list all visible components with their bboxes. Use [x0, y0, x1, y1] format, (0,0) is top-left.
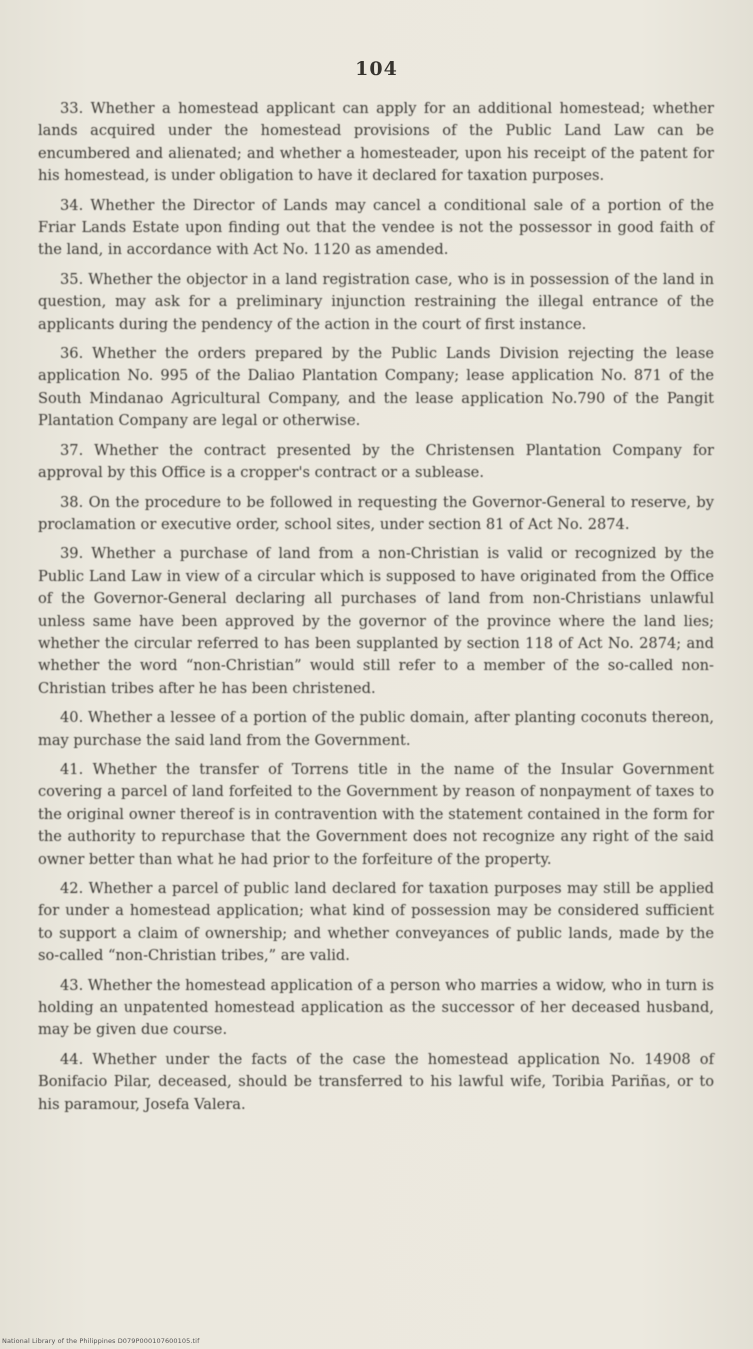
paragraph-38: 38. On the procedure to be followed in requesting the Governor-General to reserve, by proclamation or executive order, school sites, under section 81 of Act No. 2874. — [38, 493, 714, 533]
paragraph-33: 33. Whether a homestead applicant can apply for an additional homestead; whether lands acquired under the homestead provisions of the Public Land Law can be encumbered and alienated; and whether a homesteader, upon his receipt of the patent for his homestead, is under obligation to have it declared for taxation purposes. — [38, 100, 714, 185]
paragraph-41: 41. Whether the transfer of Torrens title in the name of the Insular Government covering a parcel of land forfeited to the Government by reason of nonpayment of taxes to the original owner thereof is in contravention with the statement contained in the form for the authority to repurchase that the Government does not recognize any right of the said owner better than what he had prior to the forfeiture of the property. — [38, 760, 714, 868]
library-stamp: National Library of the Philippines D079P000107600105.tif — [2, 1337, 200, 1345]
paragraph-42: 42. Whether a parcel of public land declared for taxation purposes may still be applied for under a homestead application; what kind of possession may be considered sufficient to support a claim of ownership; and whether conveyances of public lands, made by the so-called “non-Christian tribes,” are valid. — [38, 880, 714, 965]
paragraph-43: 43. Whether the homestead application of a person who marries a widow, who in turn is holding an unpatented homestead application as the successor of her deceased husband, may be given due course. — [38, 976, 714, 1039]
body-text — [38, 98, 714, 1123]
paragraph-40: 40. Whether a lessee of a portion of the public domain, after planting coconuts thereon, may purchase the said land from the Government. — [38, 709, 714, 749]
paragraph-37: 37. Whether the contract presented by the Christensen Plantation Company for approval by this Office is a cropper's contract or a sublease. — [38, 441, 714, 482]
paragraph-36: 36. Whether the orders prepared by the Public Lands Division rejecting the lease application No. 995 of the Daliao Plantation Company; lease application No. 871 of the South Mindanao Agricultural Company, and the lease application No.790 of the Pangit Plantation Company are legal or otherwise. — [38, 345, 714, 430]
paragraph-39: 39. Whether a purchase of land from a non-Christian is valid or recognized by the Public Land Law in view of a circular which is supposed to have originated from the Office of the Governor-General declaring all purchases of land from non-Christians unlawful unless same have been approved by the governor of the province where the land lies; whether the circular referred to has been supplanted by section 118 of Act No. 2874; and whether the word “non-Christian” would still refer to a member of the so-called non-Christian tribes after he has been christened. — [38, 545, 714, 697]
page-number: 104 — [355, 58, 398, 80]
paragraph-35: 35. Whether the objector in a land registration case, who is in possession of the land in question, may ask for a preliminary injunction restraining the illegal entrance of the applicants during the pendency of the action in the court of first instance. — [38, 270, 714, 333]
paragraph-44: 44. Whether under the facts of the case the homestead application No. 14908 of Bonifacio Pilar, deceased, should be transferred to his lawful wife, Toribia Pariñas, or to his paramour, Josefa Valera. — [38, 1050, 714, 1113]
paragraph-34: 34. Whether the Director of Lands may cancel a conditional sale of a portion of the Friar Lands Estate upon finding out that the vendee is not the possessor in good faith of the land, in accordance with Act No. 1120 as amended. — [38, 196, 714, 259]
